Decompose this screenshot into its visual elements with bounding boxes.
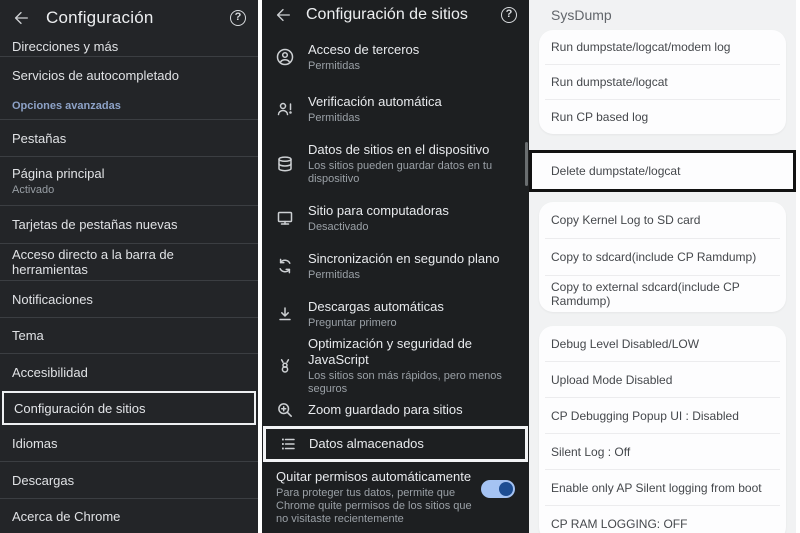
item-subtitle: Permitidas [308,111,360,124]
item-label: Pestañas [12,130,67,146]
item-subtitle: Permitidas [308,268,360,281]
item-title: Descargas automáticas [308,298,444,314]
item-label: Configuración de sitios [14,400,146,416]
item-label: Upload Mode Disabled [551,372,673,387]
item-label: Delete dumpstate/logcat [551,164,681,178]
settings-item-pestanas[interactable] [0,120,258,156]
site-setting-sincronizacion[interactable] [262,242,529,290]
arrow-left-icon [274,6,292,24]
menu-item-copy-kernel-log[interactable] [539,202,786,238]
section-label: Opciones avanzadas [12,100,121,112]
item-label: Copy to sdcard(include CP Ramdump) [551,250,757,264]
item-subtitle: Los sitios son más rápidos, pero menos seguros [308,370,502,395]
menu-item-ap-silent-logging[interactable] [539,470,786,505]
item-title: Quitar permisos automáticamente [276,469,472,484]
item-label: Run dumpstate/logcat/modem log [551,40,731,54]
item-subtitle: Los sitios pueden guardar datos en tu dispositivo [308,160,493,185]
site-setting-descargas-automaticas[interactable] [262,290,529,338]
copy-log-card [539,202,786,312]
item-label: Run CP based log [551,110,649,124]
item-label: Descargas [12,472,75,488]
item-label: Accesibilidad [12,364,88,380]
person-alert-icon [262,99,308,119]
site-settings-header [262,0,529,30]
chrome-settings-panel [0,0,262,533]
settings-item-pagina-principal[interactable] [0,157,258,205]
help-icon[interactable]: ? [501,7,517,23]
settings-item-descargas[interactable] [0,462,258,498]
item-label: Página principal [12,166,105,181]
page-title: Configuración [46,8,154,27]
menu-item-run-dumpstate-modem[interactable] [539,30,786,64]
v8-icon [262,356,308,376]
section-header-opciones-avanzadas [0,93,258,119]
arrow-left-icon [12,9,30,27]
settings-item-tarjetas[interactable] [0,206,258,243]
toggle-switch-on[interactable] [481,480,515,498]
sysdump-panel [529,0,796,533]
menu-item-copy-external-sdcard[interactable] [539,276,786,312]
database-icon [262,154,308,174]
item-label: Copy to external sdcard(include CP Ramdump) [551,280,740,308]
site-setting-javascript[interactable] [262,338,529,394]
item-title: Sincronización en segundo plano [308,250,500,266]
item-title: Sitio para computadoras [308,202,449,218]
back-button[interactable] [274,6,292,24]
download-icon [262,304,308,324]
item-title: Acceso de terceros [308,41,420,57]
item-sublabel: Activado [12,184,55,196]
settings-item-acerca-de-chrome[interactable] [0,499,258,533]
settings-item-direcciones[interactable] [0,36,258,56]
item-subtitle: Permitidas [308,59,360,72]
menu-item-run-dumpstate[interactable] [539,65,786,99]
settings-item-autocompletado[interactable] [0,57,258,93]
item-label: Tema [12,328,44,343]
menu-item-cp-ram-logging[interactable] [539,506,786,533]
menu-item-run-cp-log[interactable] [539,100,786,134]
item-label: Tarjetas de pestañas nuevas [12,217,178,232]
item-label: CP RAM LOGGING: OFF [551,516,688,531]
settings-item-accesibilidad[interactable] [0,354,258,390]
item-label: Silent Log : Off [551,444,631,459]
site-settings-panel [262,0,529,533]
item-label: Idiomas [12,436,58,451]
item-label: Copy Kernel Log to SD card [551,213,701,227]
zoom-plus-icon [262,400,308,420]
help-icon[interactable]: ? [230,10,246,26]
list-icon [266,434,309,454]
auto-revoke-permissions-setting[interactable] [262,462,529,533]
page-title: Configuración de sitios [306,6,468,23]
item-label: CP Debugging Popup UI : Disabled [551,408,739,423]
item-subtitle: Desactivado [308,220,369,233]
item-title: Zoom guardado para sitios [308,402,463,417]
site-setting-acceso-terceros[interactable] [262,30,529,84]
item-label: Enable only AP Silent logging from boot [551,480,762,495]
spacer [529,134,796,150]
item-title: Datos almacenados [309,436,424,451]
item-label: Acerca de Chrome [12,508,121,524]
menu-item-cp-debugging-popup[interactable] [539,398,786,433]
item-title: Datos de sitios en el dispositivo [308,142,490,157]
settings-item-idiomas[interactable] [0,426,258,461]
item-label: Debug Level Disabled/LOW [551,336,700,351]
menu-item-debug-level[interactable] [539,326,786,361]
item-title: Optimización y seguridad de JavaScript [308,336,473,367]
site-setting-datos-almacenados-highlighted[interactable] [263,426,528,462]
item-label: Servicios de autocompletado [12,67,179,83]
item-title: Verificación automática [308,93,442,109]
sysdump-title: SysDump [551,7,612,23]
spacer [529,192,796,202]
account-circle-icon [262,47,308,67]
settings-item-tema[interactable] [0,318,258,353]
settings-header [0,0,258,36]
site-setting-sitio-computadoras[interactable] [262,194,529,242]
item-label: Run dumpstate/logcat [551,75,668,89]
site-setting-zoom-guardado[interactable] [262,394,529,426]
monitor-icon [262,208,308,228]
item-subtitle: Para proteger tus datos, permite que Chrome quite permisos de los sitios que no visitaste recientemente [276,487,472,525]
sync-icon [262,256,308,276]
settings-item-acceso-directo[interactable] [0,244,258,280]
item-label: Direcciones y más [12,38,119,54]
settings-item-configuracion-sitios-highlighted[interactable] [2,391,256,425]
site-setting-datos-dispositivo[interactable] [262,134,529,194]
item-label: Notificaciones [12,291,93,307]
run-log-card [539,30,786,134]
settings-item-notificaciones[interactable] [0,281,258,317]
item-subtitle: Preguntar primero [308,316,397,329]
menu-item-copy-sdcard[interactable] [539,239,786,275]
spacer [529,312,796,326]
item-label: Acceso directo a la barra de herramientas [12,247,174,277]
menu-item-delete-dumpstate-highlighted[interactable] [529,150,796,192]
scrollbar-thumb[interactable] [525,142,528,186]
back-button[interactable] [12,9,30,27]
site-setting-verificacion-automatica[interactable] [262,84,529,134]
menu-item-upload-mode[interactable] [539,362,786,397]
toggle-knob [499,482,513,496]
debug-options-card [539,326,786,533]
menu-item-silent-log[interactable] [539,434,786,469]
